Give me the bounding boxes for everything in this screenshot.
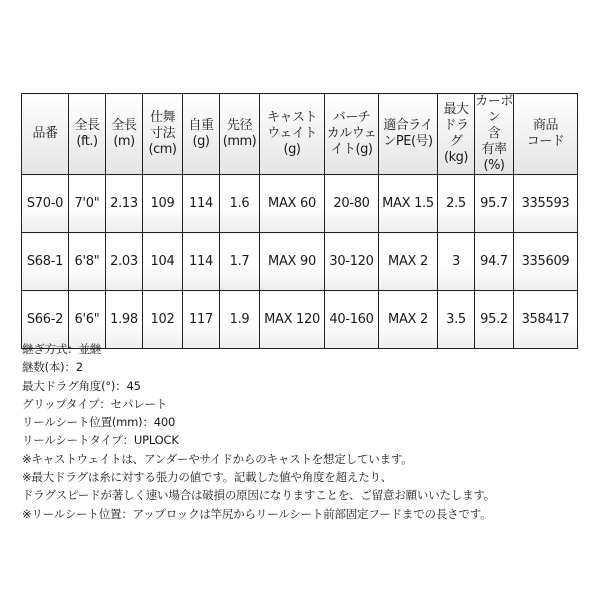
cell-carbon-content: 95.2 (475, 291, 514, 349)
cell-length-m: 2.03 (106, 233, 143, 291)
note-reel-seat-remark: ※リールシート位置：アップロックは竿尻からリールシート前部固定フードまでの長さです。 (22, 506, 492, 521)
cell-closed-length: 109 (143, 175, 183, 233)
spec-notes (22, 340, 582, 523)
header-weight: 自重 (g) (183, 94, 220, 175)
cell-line-pe: MAX 2 (379, 233, 438, 291)
cell-length-ft: 6'6" (69, 291, 106, 349)
note-cast-weight-remark: ※キャストウェイトは、アンダーやサイドからのキャストを想定しています。 (22, 451, 413, 466)
table-row (22, 233, 578, 291)
note-max-drag-angle: 最大ドラグ角度(°)：45 (22, 378, 141, 393)
cell-tip-diameter: 1.9 (220, 291, 260, 349)
cell-vertical-weight: 40-160 (325, 291, 379, 349)
header-line-pe: 適合ライ ンPE(号) (379, 94, 438, 175)
cell-vertical-weight: 30-120 (325, 233, 379, 291)
header-length-ft: 全長 (ft.) (69, 94, 106, 175)
header-product-number: 品番 (22, 94, 69, 175)
note-grip-type: グリップタイプ：セパレート (22, 396, 168, 411)
cell-tip-diameter: 1.6 (220, 175, 260, 233)
header-length-m: 全長 (m) (106, 94, 143, 175)
cell-vertical-weight: 20-80 (325, 175, 379, 233)
note-section-count: 継数(本)：2 (22, 360, 83, 375)
header-tip-diameter: 先径 (mm) (220, 94, 260, 175)
note-reel-seat-position: リールシート位置(mm)：400 (22, 415, 176, 430)
cell-length-ft: 6'8" (69, 233, 106, 291)
cell-line-pe: MAX 2 (379, 291, 438, 349)
table-header-row (22, 94, 578, 175)
cell-cast-weight: MAX 60 (260, 175, 325, 233)
cell-weight: 117 (183, 291, 220, 349)
cell-product-code: 335609 (514, 233, 578, 291)
cell-length-ft: 7'0" (69, 175, 106, 233)
cell-length-m: 2.13 (106, 175, 143, 233)
header-product-code: 商品 コード (514, 94, 578, 175)
header-vertical-weight: バーチ カルウェ イト(g) (325, 94, 379, 175)
cell-line-pe: MAX 1.5 (379, 175, 438, 233)
cell-tip-diameter: 1.7 (220, 233, 260, 291)
cell-carbon-content: 94.7 (475, 233, 514, 291)
note-reel-seat-type: リールシートタイプ：UPLOCK (22, 433, 179, 448)
cell-product-code: 358417 (514, 291, 578, 349)
cell-product-number: S66-2 (22, 291, 69, 349)
cell-max-drag: 3.5 (438, 291, 475, 349)
note-max-drag-remark: ※最大ドラグは糸に対する張力の値です。記載した値や角度を超えたり、 (22, 470, 393, 485)
cell-weight: 114 (183, 175, 220, 233)
cell-max-drag: 3 (438, 233, 475, 291)
cell-carbon-content: 95.7 (475, 175, 514, 233)
cell-product-number: S68-1 (22, 233, 69, 291)
cell-closed-length: 104 (143, 233, 183, 291)
cell-closed-length: 102 (143, 291, 183, 349)
note-drag-speed-remark: ドラグスピードが著しく速い場合は破損の原因になりますことを、ご留意お願いいたします。 (22, 488, 496, 503)
note-joint-type: 継ぎ方式：並継 (22, 342, 102, 356)
cell-length-m: 1.98 (106, 291, 143, 349)
spec-table (21, 93, 578, 349)
header-carbon-content: カーボン 含 有率 (%) (475, 94, 513, 173)
cell-weight: 114 (183, 233, 220, 291)
header-max-drag: 最大 ドラグ (kg) (438, 94, 475, 175)
table-row (22, 175, 578, 233)
cell-cast-weight: MAX 90 (260, 233, 325, 291)
header-cast-weight: キャスト ウェイト (g) (260, 94, 325, 175)
cell-product-code: 335593 (514, 175, 578, 233)
header-closed-length: 仕舞 寸法 (cm) (143, 94, 183, 175)
cell-product-number: S70-0 (22, 175, 69, 233)
cell-max-drag: 2.5 (438, 175, 475, 233)
cell-cast-weight: MAX 120 (260, 291, 325, 349)
